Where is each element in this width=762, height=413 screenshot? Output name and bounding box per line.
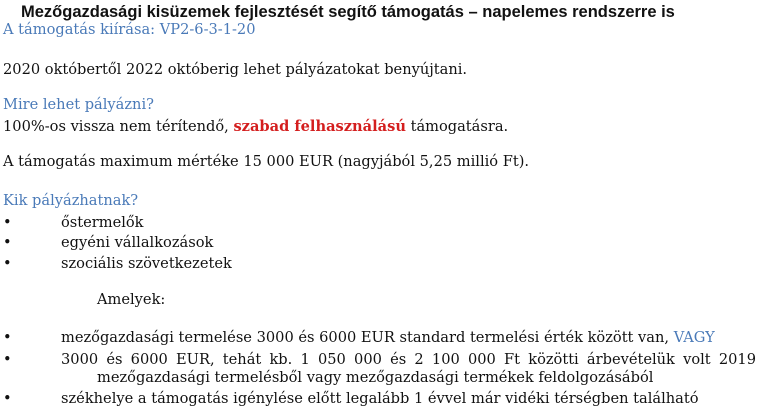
call-reference: A támogatás kiírása: VP2-6-3-1-20 [3, 21, 256, 38]
bullet-icon: • [3, 390, 12, 407]
condition-item [61, 329, 715, 347]
condition-text: mezőgazdasági termelése 3000 és 6000 EUR standard termelési érték között van, [61, 329, 674, 346]
support-type-suffix: támogatásra. [405, 118, 509, 135]
what-heading: Mire lehet pályázni? [3, 96, 154, 113]
condition-or: VAGY [673, 329, 715, 346]
list-item: szociális szövetkezetek [61, 255, 232, 272]
bullet-icon: • [3, 234, 12, 251]
application-period: 2020 októbertől 2022 októberig lehet pályázatokat benyújtani. [3, 61, 468, 78]
who-heading: Kik pályázhatnak? [3, 192, 139, 209]
bullet-icon: • [3, 351, 12, 368]
max-amount: A támogatás maximum mértéke 15 000 EUR (nagyjából 5,25 millió Ft). [3, 153, 530, 170]
support-type-highlight: szabad felhasználású [233, 118, 406, 135]
condition-item: 3000 és 6000 EUR, tehát kb. 1 050 000 és 2 100 000 Ft közötti árbevételük volt 2019 [61, 351, 756, 368]
support-type [3, 118, 508, 136]
bullet-icon: • [3, 255, 12, 272]
list-item: őstermelők [61, 214, 144, 231]
condition-item-continuation: mezőgazdasági termelésből vagy mezőgazdasági termékek feldolgozásából [97, 369, 654, 386]
support-type-prefix: 100%-os vissza nem térítendő, [3, 118, 234, 135]
list-item: egyéni vállalkozások [61, 234, 214, 251]
document-title: Mezőgazdasági kisüzemek fejlesztését segítő támogatás – napelemes rendszerre is [21, 3, 675, 21]
condition-item: székhelye a támogatás igénylése előtt legalább 1 évvel már vidéki térségben található [61, 390, 699, 407]
bullet-icon: • [3, 329, 12, 346]
which-label: Amelyek: [97, 291, 166, 308]
bullet-icon: • [3, 214, 12, 231]
